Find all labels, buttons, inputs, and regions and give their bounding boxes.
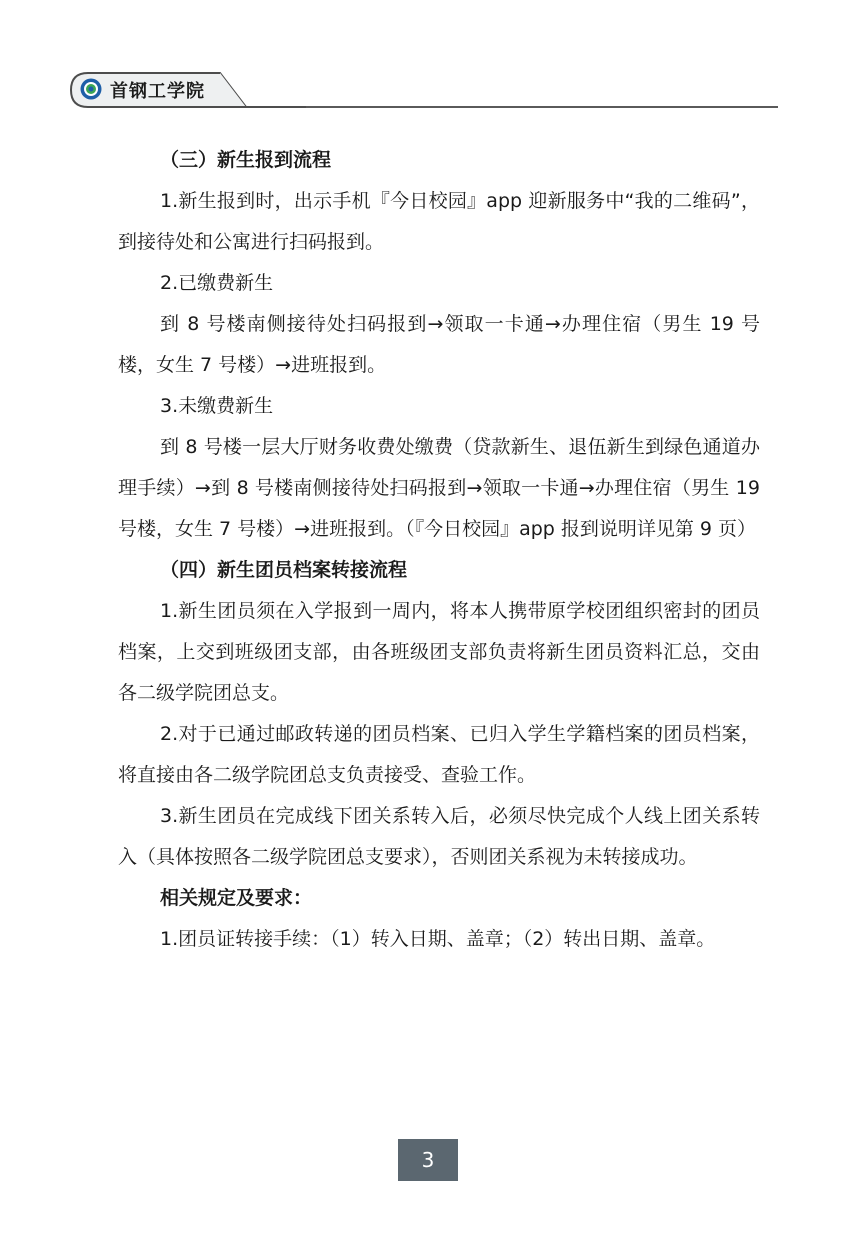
header-rule <box>306 106 778 108</box>
section-heading: 相关规定及要求： <box>160 887 313 909</box>
paragraph: 3.新生团员在完成线下团关系转入后，必须尽快完成个人线上团关系转入（具体按照各二级学院团总支要求），否则团关系视为未转接成功。 <box>118 805 760 868</box>
paragraph: 2.已缴费新生 <box>160 272 274 294</box>
page-number: 3 <box>398 1139 458 1181</box>
page-header <box>70 72 780 110</box>
school-name: 首钢工学院 <box>110 81 205 102</box>
paragraph: 1.团员证转接手续：（1）转入日期、盖章；（2）转出日期、盖章。 <box>160 928 716 950</box>
section-heading: （三）新生报到流程 <box>160 149 332 171</box>
paragraph: 1.新生团员须在入学报到一周内，将本人携带原学校团组织密封的团员档案，上交到班级团支部，由各班级团支部负责将新生团员资料汇总，交由各二级学院团总支。 <box>118 600 760 704</box>
school-logo-icon <box>80 78 102 100</box>
paragraph: 到 8 号楼一层大厅财务收费处缴费（贷款新生、退伍新生到绿色通道办理手续）→到 8 号楼南侧接待处扫码报到→领取一卡通→办理住宿（男生 19 号楼，女生 7 号楼）→进班报到。（『今日校园』app 报到说明详见第 9 页） <box>118 436 760 540</box>
document-body <box>118 140 760 960</box>
paragraph: 1.新生报到时，出示手机『今日校园』app 迎新服务中“我的二维码”，到接待处和公寓进行扫码报到。 <box>118 190 760 253</box>
section-heading: （四）新生团员档案转接流程 <box>160 559 408 581</box>
paragraph: 3.未缴费新生 <box>160 395 274 417</box>
paragraph: 2.对于已通过邮政转递的团员档案、已归入学生学籍档案的团员档案，将直接由各二级学院团总支负责接受、查验工作。 <box>118 723 760 786</box>
paragraph: 到 8 号楼南侧接待处扫码报到→领取一卡通→办理住宿（男生 19 号楼，女生 7 号楼）→进班报到。 <box>118 313 760 376</box>
